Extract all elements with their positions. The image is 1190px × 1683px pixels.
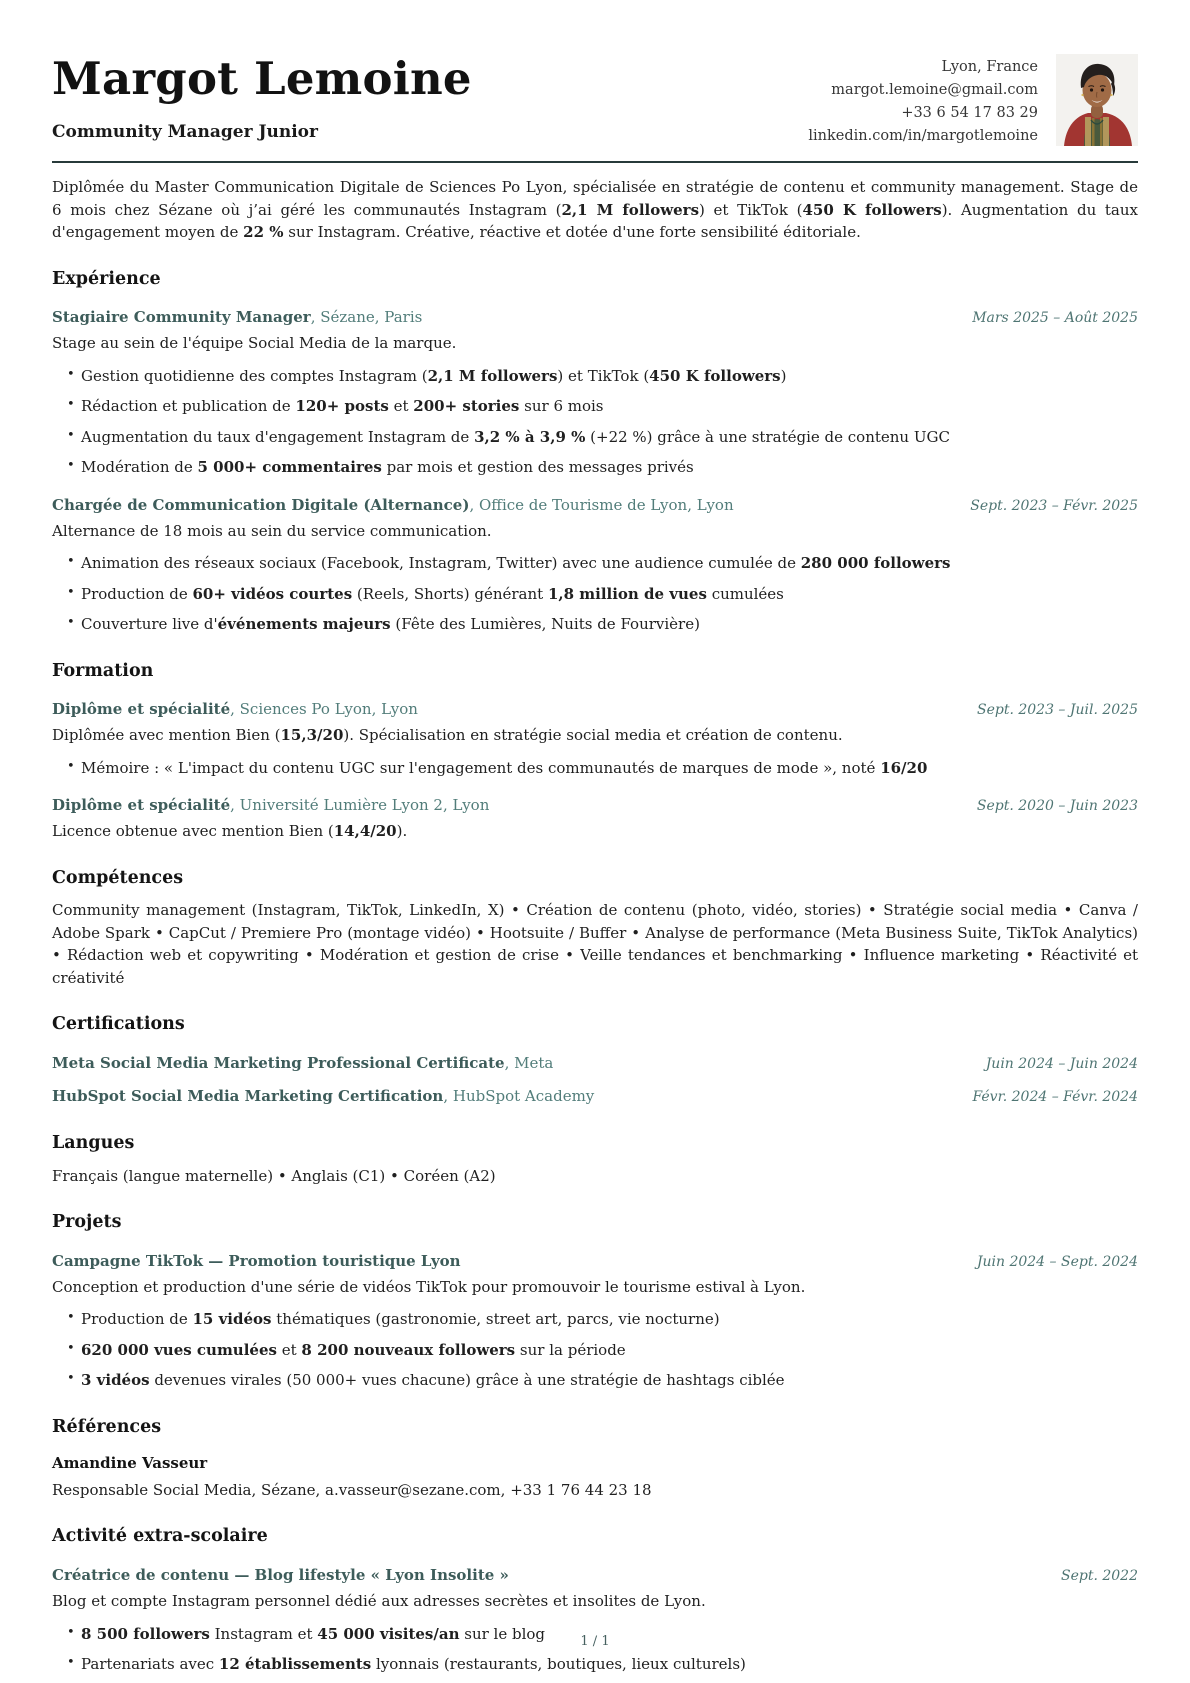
formation-entry-2: [52, 794, 1138, 843]
entry-role: Diplôme et spécialité: [52, 796, 231, 815]
entry-date: Sept. 2023 – Juil. 2025: [976, 702, 1138, 719]
entry-role: Campagne TikTok — Promotion touristique Lyon: [52, 1251, 461, 1270]
bullet-item: • Rédaction et publication de 120+ posts et 200+ stories sur 6 mois: [52, 395, 1138, 418]
person-name: Margot Lemoine: [52, 52, 472, 105]
entry-bullets: [52, 757, 1138, 780]
entry-date: Mars 2025 – Août 2025: [972, 310, 1138, 327]
entry-description: Conception et production d'une série de vidéos TikTok pour promouvoir le tourisme estival à Lyon.: [52, 1277, 806, 1296]
section-langues: [52, 1132, 1138, 1187]
section-references: [52, 1416, 1138, 1502]
contact-location: Lyon, France: [941, 59, 1038, 75]
certification-issuer: , Meta: [504, 1054, 554, 1072]
section-title-experience: Expérience: [52, 268, 161, 289]
bullet-item: • Augmentation du taux d'engagement Instagram de 3,2 % à 3,9 % (+22 %) grâce à une stratégie de contenu UGC: [52, 426, 1138, 449]
section-experience: [52, 268, 1138, 636]
bullet-item: • Mémoire : « L'impact du contenu UGC sur l'engagement des communautés de marques de mode », noté 16/20: [52, 757, 1138, 780]
entry-description: Diplômée avec mention Bien (15,3/20). Spécialisation en stratégie social media et création de contenu.: [52, 726, 843, 745]
reference-name: Amandine Vasseur: [52, 1454, 208, 1473]
section-title-references: Références: [52, 1416, 162, 1437]
entry-header: [52, 1250, 1138, 1273]
entry-date: Juin 2024 – Sept. 2024: [976, 1253, 1138, 1270]
extra-entry-1: [52, 1564, 1138, 1676]
certification-date: Juin 2024 – Juin 2024: [985, 1056, 1138, 1072]
section-title-certifications: Certifications: [52, 1014, 185, 1035]
bullet-item: • 620 000 vues cumulées et 8 200 nouveaux followers sur la période: [52, 1339, 1138, 1362]
projet-entry-1: [52, 1250, 1138, 1392]
section-projets: [52, 1211, 1138, 1392]
bullet-item: • Production de 60+ vidéos courtes (Reels, Shorts) générant 1,8 million de vues cumulées: [52, 583, 1138, 606]
contact-phone: +33 6 54 17 83 29: [901, 105, 1038, 121]
profile-photo: [1056, 54, 1138, 146]
entry-header: [52, 794, 1138, 817]
entry-bullets: [52, 365, 1138, 479]
section-competences: [52, 867, 1138, 990]
section-certifications: [52, 1013, 1138, 1108]
section-extra: [52, 1525, 1138, 1675]
entry-role: Diplôme et spécialité: [52, 700, 231, 719]
bullet-item: • Modération de 5 000+ commentaires par mois et gestion des messages privés: [52, 456, 1138, 479]
profile-photo-illustration: [1056, 54, 1138, 146]
entry-header: [52, 306, 1138, 329]
bullet-item: • Animation des réseaux sociaux (Facebook, Instagram, Twitter) avec une audience cumulée de 280 000 followers: [52, 552, 1138, 575]
entry-description: Alternance de 18 mois au sein du service communication.: [52, 521, 492, 540]
certification-name: Meta Social Media Marketing Professional Certificate: [52, 1054, 505, 1072]
header-divider: [52, 161, 1138, 163]
entry-header: [52, 494, 1138, 517]
entry-bullets: [52, 1308, 1138, 1392]
contact-email[interactable]: margot.lemoine@gmail.com: [831, 82, 1038, 98]
experience-entry-2: [52, 494, 1138, 636]
person-title: Community Manager Junior: [52, 121, 318, 142]
header-right: [808, 54, 1138, 148]
summary-paragraph: Diplômée du Master Communication Digitale de Sciences Po Lyon, spécialisée en stratégie de contenu et community management. Stage de 6 mois chez Sézane où j’ai géré les communautés Instagram (2,1 M followers) et TikTok (450 K followers). Augmentation du taux d'engagement moyen de 22 % sur Instagram. Créative, réactive et dotée d'une forte sensibilité éditoriale.: [52, 178, 1138, 241]
entry-header: [52, 1564, 1138, 1587]
page-number: 1 / 1: [580, 1633, 610, 1649]
entry-description: Stage au sein de l'équipe Social Media de la marque.: [52, 334, 457, 353]
certification-name: HubSpot Social Media Marketing Certification: [52, 1087, 444, 1105]
bullet-item: • Gestion quotidienne des comptes Instagram (2,1 M followers) et TikTok (450 K followers): [52, 365, 1138, 388]
section-title-extra: Activité extra-scolaire: [52, 1526, 268, 1547]
entry-date: Sept. 2023 – Févr. 2025: [970, 497, 1138, 514]
bullet-item: • Partenariats avec 12 établissements lyonnais (restaurants, boutiques, lieux culturels): [52, 1653, 1138, 1676]
contact-block: [808, 56, 1038, 148]
entry-role: Chargée de Communication Digitale (Alternance): [52, 495, 470, 514]
section-formation: [52, 660, 1138, 843]
section-title-formation: Formation: [52, 660, 154, 681]
certification-date: Févr. 2024 – Févr. 2024: [972, 1089, 1138, 1105]
entry-date: Sept. 2020 – Juin 2023: [976, 798, 1138, 815]
bullet-item: • Production de 15 vidéos thématiques (gastronomie, street art, parcs, vie nocturne): [52, 1308, 1138, 1331]
section-title-projets: Projets: [52, 1212, 122, 1233]
experience-entry-1: [52, 306, 1138, 479]
entry-bullets: [52, 552, 1138, 636]
langues-text: Français (langue maternelle) • Anglais (C1) • Coréen (A2): [52, 1166, 496, 1185]
reference-details: Responsable Social Media, Sézane, a.vasseur@sezane.com, +33 1 76 44 23 18: [52, 1480, 652, 1499]
certification-issuer: , HubSpot Academy: [443, 1087, 595, 1105]
entry-role: Créatrice de contenu — Blog lifestyle « Lyon Insolite »: [52, 1566, 509, 1584]
entry-org: , Sciences Po Lyon, Lyon: [230, 700, 418, 719]
entry-date: Sept. 2022: [1061, 1568, 1138, 1584]
bullet-item: • 8 500 followers Instagram et 45 000 visites/an sur le blog: [52, 1623, 1138, 1646]
header-left: [52, 54, 472, 145]
header: [52, 54, 1138, 148]
section-title-langues: Langues: [52, 1133, 135, 1153]
entry-role: Stagiaire Community Manager: [52, 308, 311, 327]
entry-org: , Office de Tourisme de Lyon, Lyon: [469, 495, 734, 514]
competences-text: Community management (Instagram, TikTok, LinkedIn, X) • Création de contenu (photo, vidéo, stories) • Stratégie social media • Canva / Adobe Spark • CapCut / Premiere Pro (montage vidéo) • Hootsuite / Buffer • Analyse de performance (Meta Business Suite, TikTok Analytics) • Rédaction web et copywriting • Modération et gestion de crise • Veille tendances et benchmarking • Influence marketing • Réactivité et créativité: [52, 901, 1138, 987]
entry-org: , Université Lumière Lyon 2, Lyon: [230, 796, 490, 815]
bullet-item: • 3 vidéos devenues virales (50 000+ vues chacune) grâce à une stratégie de hashtags ciblée: [52, 1369, 1138, 1392]
entry-header: [52, 698, 1138, 721]
entry-org: , Sézane, Paris: [310, 308, 423, 327]
section-title-competences: Compétences: [52, 867, 184, 888]
entry-description: Blog et compte Instagram personnel dédié aux adresses secrètes et insolites de Lyon.: [52, 1592, 706, 1610]
formation-entry-1: [52, 698, 1138, 779]
certification-entry-1: [52, 1052, 1138, 1075]
entry-description: Licence obtenue avec mention Bien (14,4/20).: [52, 822, 408, 841]
contact-linkedin[interactable]: linkedin.com/in/margotlemoine: [808, 128, 1038, 144]
bullet-item: • Couverture live d'événements majeurs (Fête des Lumières, Nuits de Fourvière): [52, 613, 1138, 636]
certification-entry-2: [52, 1085, 1138, 1108]
